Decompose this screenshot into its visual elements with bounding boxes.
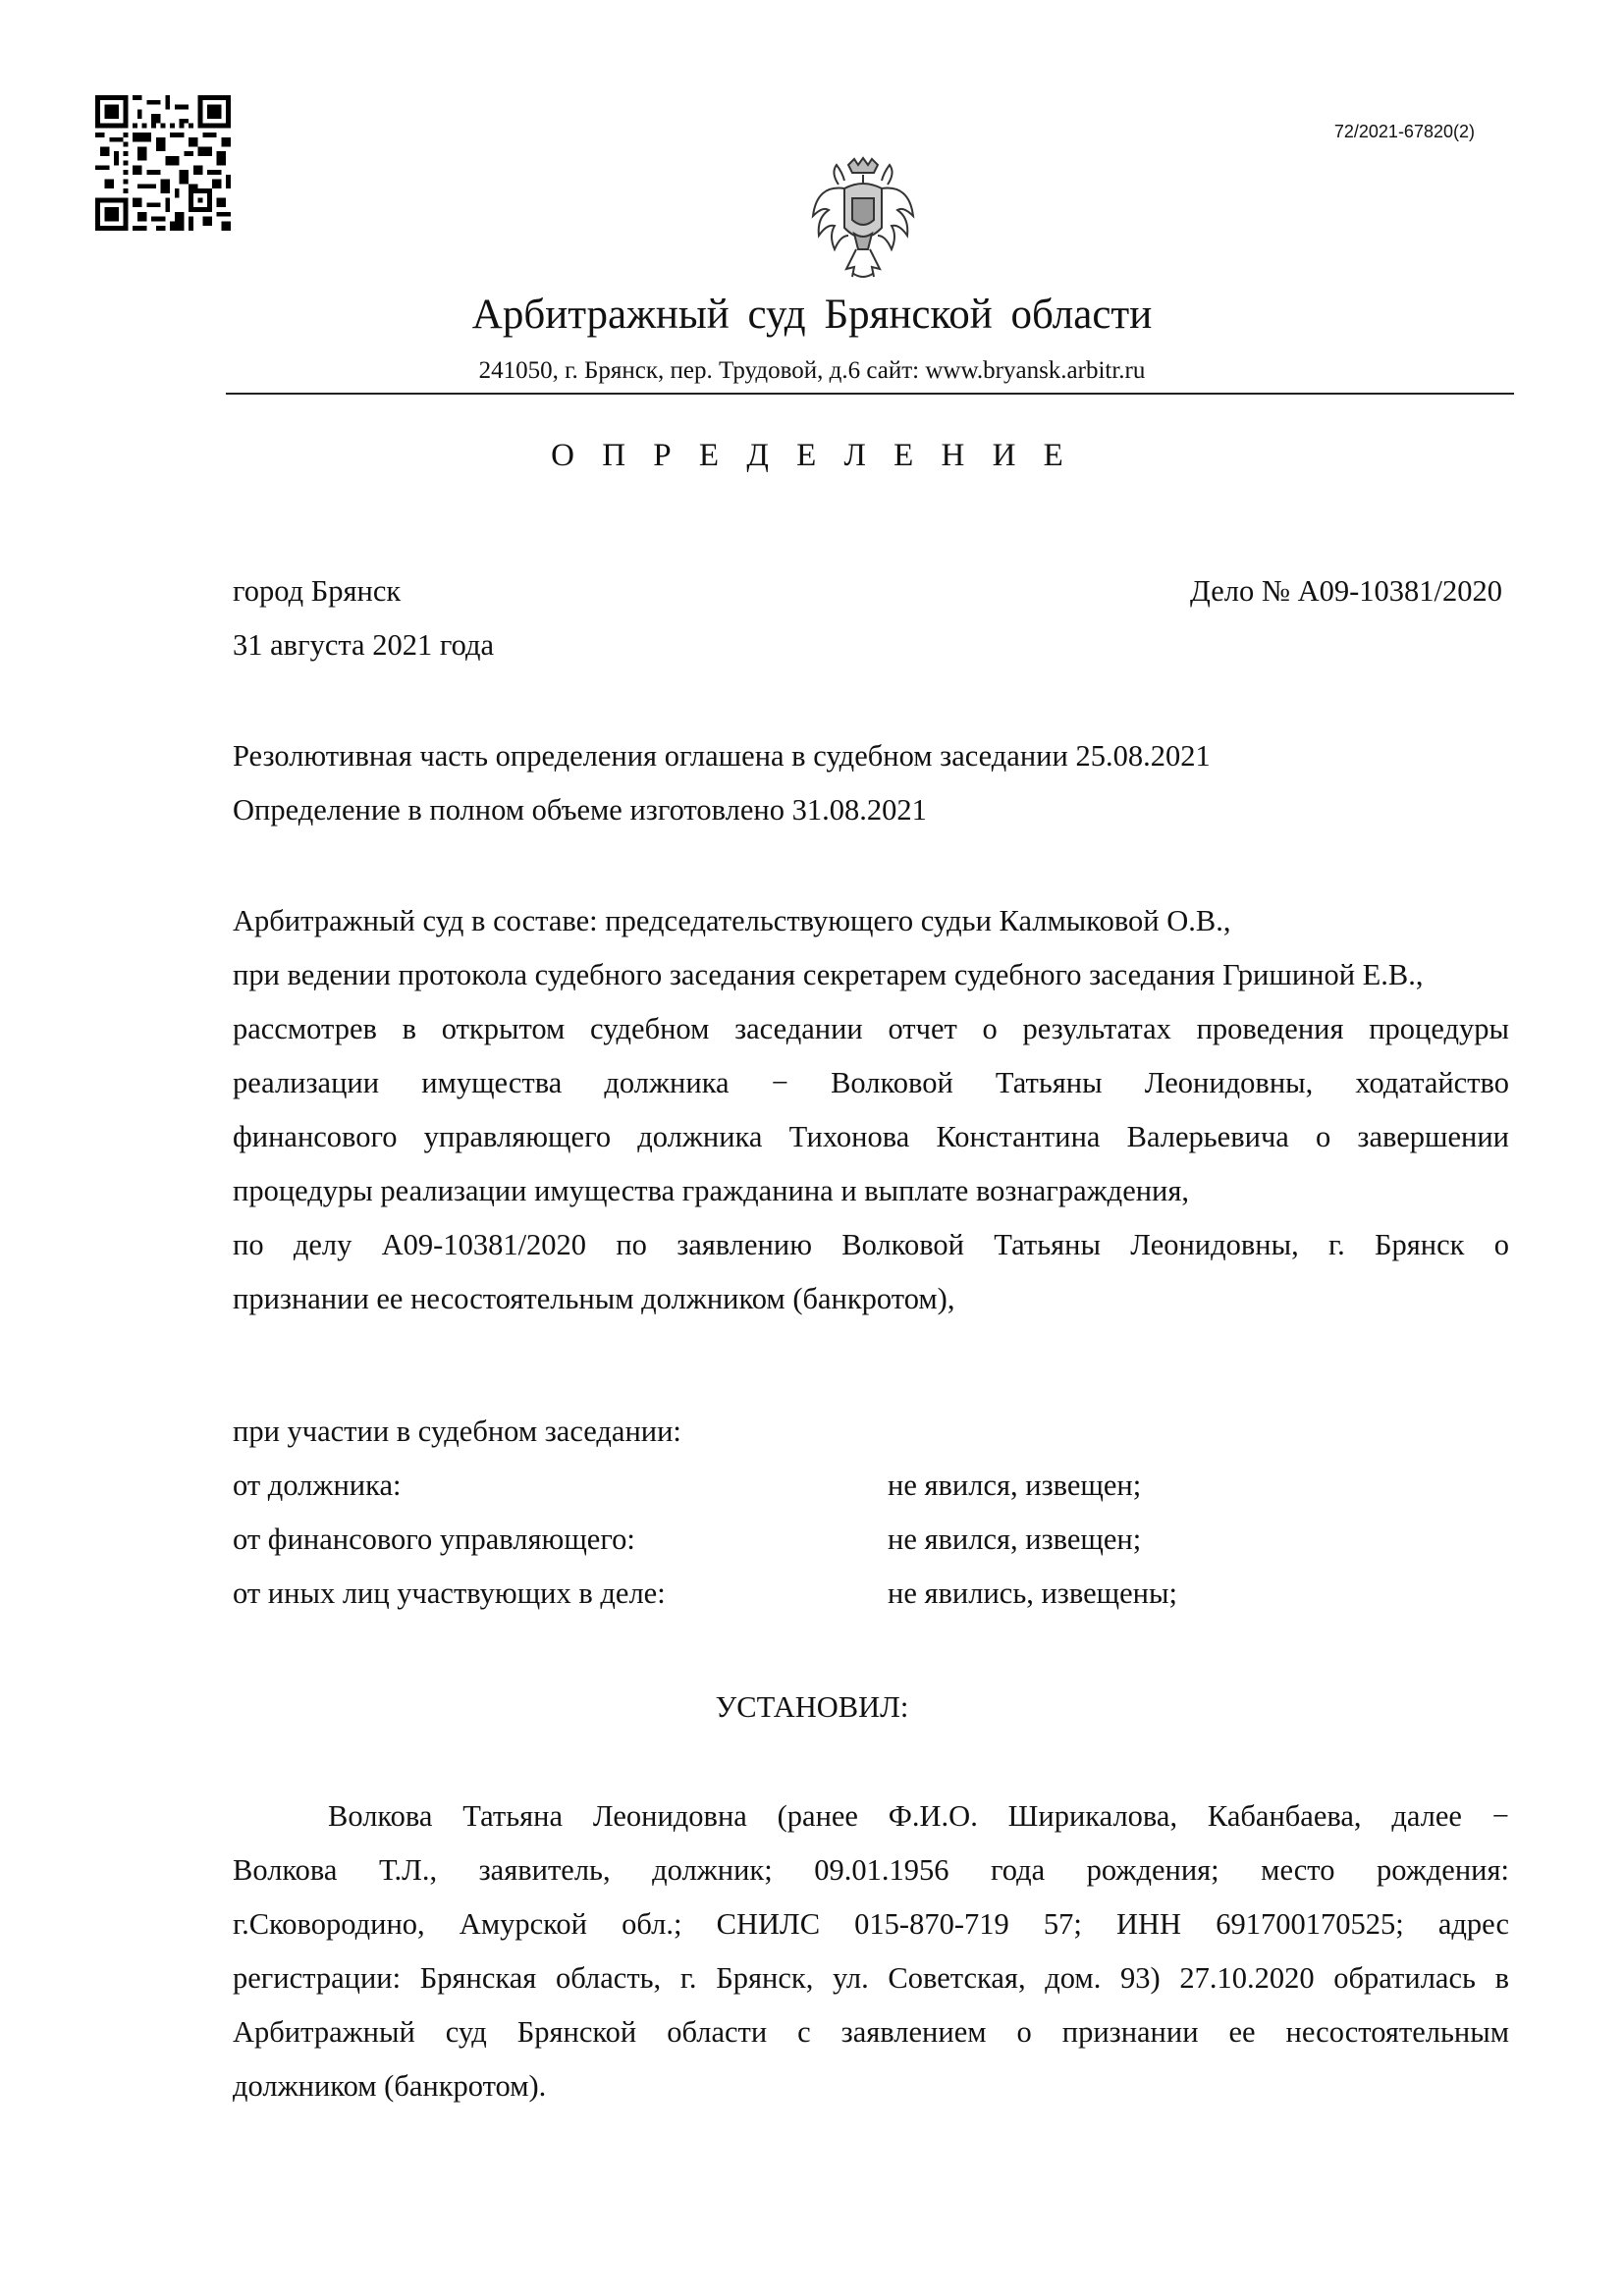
case-number: Дело № А09-10381/2020 xyxy=(1190,574,1502,608)
qr-code-icon xyxy=(95,93,231,233)
resolution-announcement: Резолютивная часть определения оглашена в судебном заседании 25.08.2021 xyxy=(233,739,1211,773)
participation-title: при участии в судебном заседании: xyxy=(233,1415,681,1448)
participant-status: не явились, извещены; xyxy=(888,1576,1177,1610)
paragraph-line: Волкова Татьяна Леонидовна (ранее Ф.И.О. Ширикалова, Кабанбаева, далее − xyxy=(328,1799,1509,1833)
paragraph-line: реализации имущества должника − Волковой Татьяны Леонидовны, ходатайство xyxy=(233,1066,1509,1099)
paragraph-line: по делу А09-10381/2020 по заявлению Волковой Татьяны Леонидовны, г. Брянск о xyxy=(233,1228,1509,1261)
participant-label: от иных лиц участвующих в деле: xyxy=(233,1576,666,1610)
participant-label: от финансового управляющего: xyxy=(233,1522,635,1556)
paragraph-line: Волкова Т.Л., заявитель, должник; 09.01.1956 года рождения; место рождения: xyxy=(233,1853,1509,1887)
participant-status: не явился, извещен; xyxy=(888,1522,1142,1556)
court-composition-paragraph xyxy=(233,894,1509,1326)
paragraph-line: должником (банкротом). xyxy=(233,2069,547,2103)
facts-paragraph xyxy=(233,1789,1509,2113)
document-number: 72/2021-67820(2) xyxy=(1333,122,1475,141)
header-divider xyxy=(226,393,1514,395)
paragraph-line: процедуры реализации имущества гражданина и выплате вознаграждения, xyxy=(233,1174,1190,1207)
paragraph-line: регистрации: Брянская область, г. Брянск, ул. Советская, дом. 93) 27.10.2020 обратилась в xyxy=(233,1961,1509,1995)
paragraph-line: Арбитражный суд в составе: председательствующего судьи Калмыковой О.В., xyxy=(233,904,1231,937)
paragraph-line: рассмотрев в открытом судебном заседании отчет о результатах проведения процедуры xyxy=(233,1012,1509,1045)
double-headed-eagle-emblem-icon xyxy=(809,155,917,293)
document-title: О П Р Е Д Е Л Е Н И Е xyxy=(551,438,1073,473)
city: город Брянск xyxy=(233,574,402,608)
document-date: 31 августа 2021 года xyxy=(233,628,495,662)
paragraph-line: финансового управляющего должника Тихонова Константина Валерьевича о завершении xyxy=(233,1120,1509,1153)
court-address: 241050, г. Брянск, пер. Трудовой, д.6 сайт: www.bryansk.arbitr.ru xyxy=(478,357,1146,384)
court-name: Арбитражный суд Брянской области xyxy=(471,292,1153,338)
participant-status: не явился, извещен; xyxy=(888,1468,1142,1502)
participant-label: от должника: xyxy=(233,1468,402,1502)
paragraph-line: г.Сковородино, Амурской обл.; СНИЛС 015-870-719 57; ИНН 691700170525; адрес xyxy=(233,1907,1509,1941)
paragraph-line: при ведении протокола судебного заседания секретарем судебного заседания Гришиной Е.В., xyxy=(233,958,1424,991)
established-heading: УСТАНОВИЛ: xyxy=(715,1690,909,1724)
paragraph-line: признании ее несостоятельным должником (банкротом), xyxy=(233,1282,955,1315)
paragraph-line: Арбитражный суд Брянской области с заявлением о признании ее несостоятельным xyxy=(233,2015,1509,2049)
full-text-date: Определение в полном объеме изготовлено 31.08.2021 xyxy=(233,793,927,827)
